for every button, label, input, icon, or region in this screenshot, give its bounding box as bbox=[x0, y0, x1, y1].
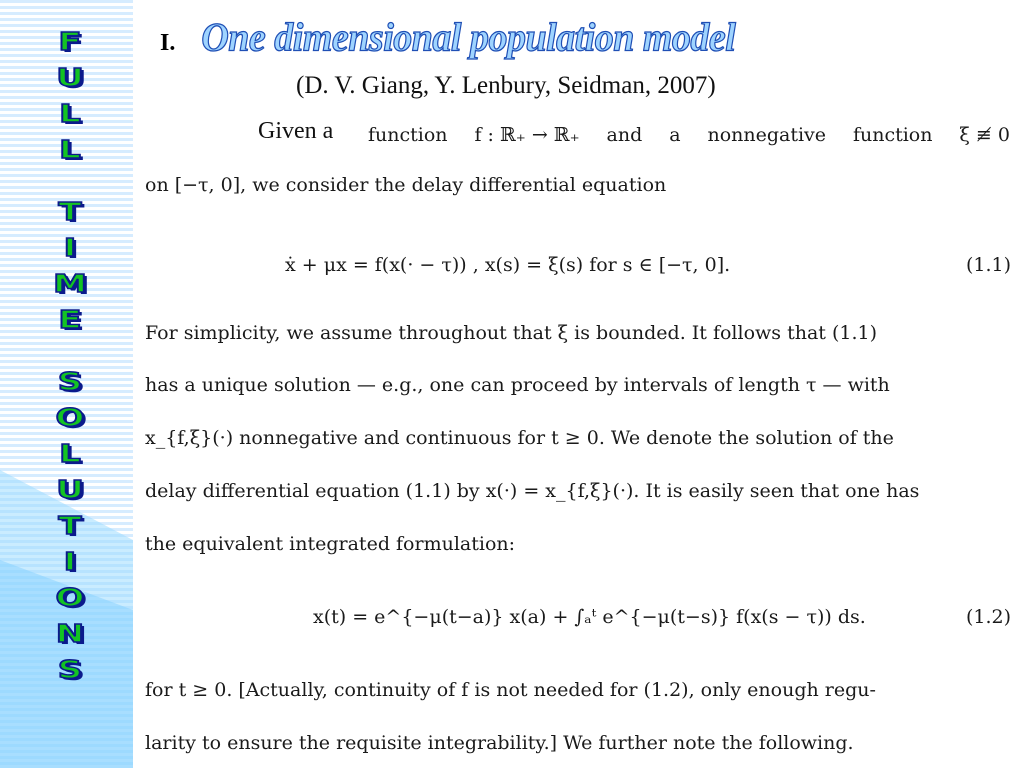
sidebar-letter: T bbox=[58, 511, 82, 541]
equation-1-2-number: (1.2) bbox=[965, 606, 1011, 628]
line1-word: nonnegative bbox=[707, 124, 827, 146]
paragraph-line-1: For simplicity, we assume throughout that ξ is bounded. It follows that (1.1) bbox=[145, 322, 877, 344]
equation-1-1-number: (1.1) bbox=[965, 254, 1011, 276]
sidebar-letter: N bbox=[55, 619, 85, 649]
line1-word: a bbox=[669, 124, 681, 146]
line1-word: f : ℝ₊ → ℝ₊ bbox=[474, 124, 580, 146]
sidebar-letter: I bbox=[63, 547, 77, 577]
sidebar-letter: L bbox=[59, 135, 81, 165]
paragraph-line-4: delay differential equation (1.1) by x(·) = x_{f,ξ}(·). It is easily seen that one has bbox=[145, 480, 920, 502]
equation-1-2-body: x(t) = e^{−μ(t−a)} x(a) + ∫ₐᵗ e^{−μ(t−s)} f(x(s − τ)) ds. bbox=[313, 606, 866, 628]
sidebar-letter: L bbox=[59, 99, 81, 129]
line1-word: and bbox=[606, 124, 643, 146]
line1-word: ξ ≢ 0 bbox=[959, 124, 1010, 146]
sidebar-letter: O bbox=[55, 403, 85, 433]
sidebar-letter: U bbox=[56, 475, 84, 505]
section-numeral: I. bbox=[160, 30, 176, 56]
citation: (D. V. Giang, Y. Lenbury, Seidman, 2007) bbox=[296, 72, 716, 99]
section-title: One dimensional population model bbox=[201, 15, 736, 61]
paragraph-line-3: x_{f,ξ}(·) nonnegative and continuous for t ≥ 0. We denote the solution of the bbox=[145, 427, 894, 449]
sidebar-letter: S bbox=[57, 367, 83, 397]
paragraph-line-2: has a unique solution — e.g., one can proceed by intervals of length τ — with bbox=[145, 374, 890, 396]
sidebar-letter: O bbox=[55, 583, 85, 613]
sidebar-letter: L bbox=[59, 439, 81, 469]
decorative-sidebar bbox=[0, 0, 133, 768]
paragraph-line-6: for t ≥ 0. [Actually, continuity of f is not needed for (1.2), only enough regu- bbox=[145, 679, 876, 701]
sidebar-letter: S bbox=[57, 655, 83, 685]
equation-1-1-body: ẋ + μx = f(x(· − τ)) , x(s) = ξ(s) for s ∈ [−τ, 0]. bbox=[285, 254, 731, 276]
sidebar-letter: E bbox=[58, 305, 82, 335]
body-line-2: on [−τ, 0], we consider the delay differential equation bbox=[145, 174, 667, 196]
sidebar-letter: T bbox=[58, 197, 82, 227]
sidebar-letter: I bbox=[63, 233, 77, 263]
given-a-text: Given a bbox=[258, 118, 334, 144]
line1-word: function bbox=[852, 124, 933, 146]
body-line-1 bbox=[368, 124, 1010, 146]
line1-word: function bbox=[368, 124, 448, 146]
sidebar-letter: M bbox=[53, 269, 87, 299]
vertical-title-full-time-solutions bbox=[30, 24, 110, 688]
section-heading bbox=[160, 16, 735, 60]
paragraph-line-5: the equivalent integrated formulation: bbox=[145, 533, 516, 555]
sidebar-letter: F bbox=[58, 27, 82, 57]
sidebar-letter: U bbox=[56, 63, 84, 93]
paragraph-line-7: larity to ensure the requisite integrability.] We further note the following. bbox=[145, 732, 854, 754]
